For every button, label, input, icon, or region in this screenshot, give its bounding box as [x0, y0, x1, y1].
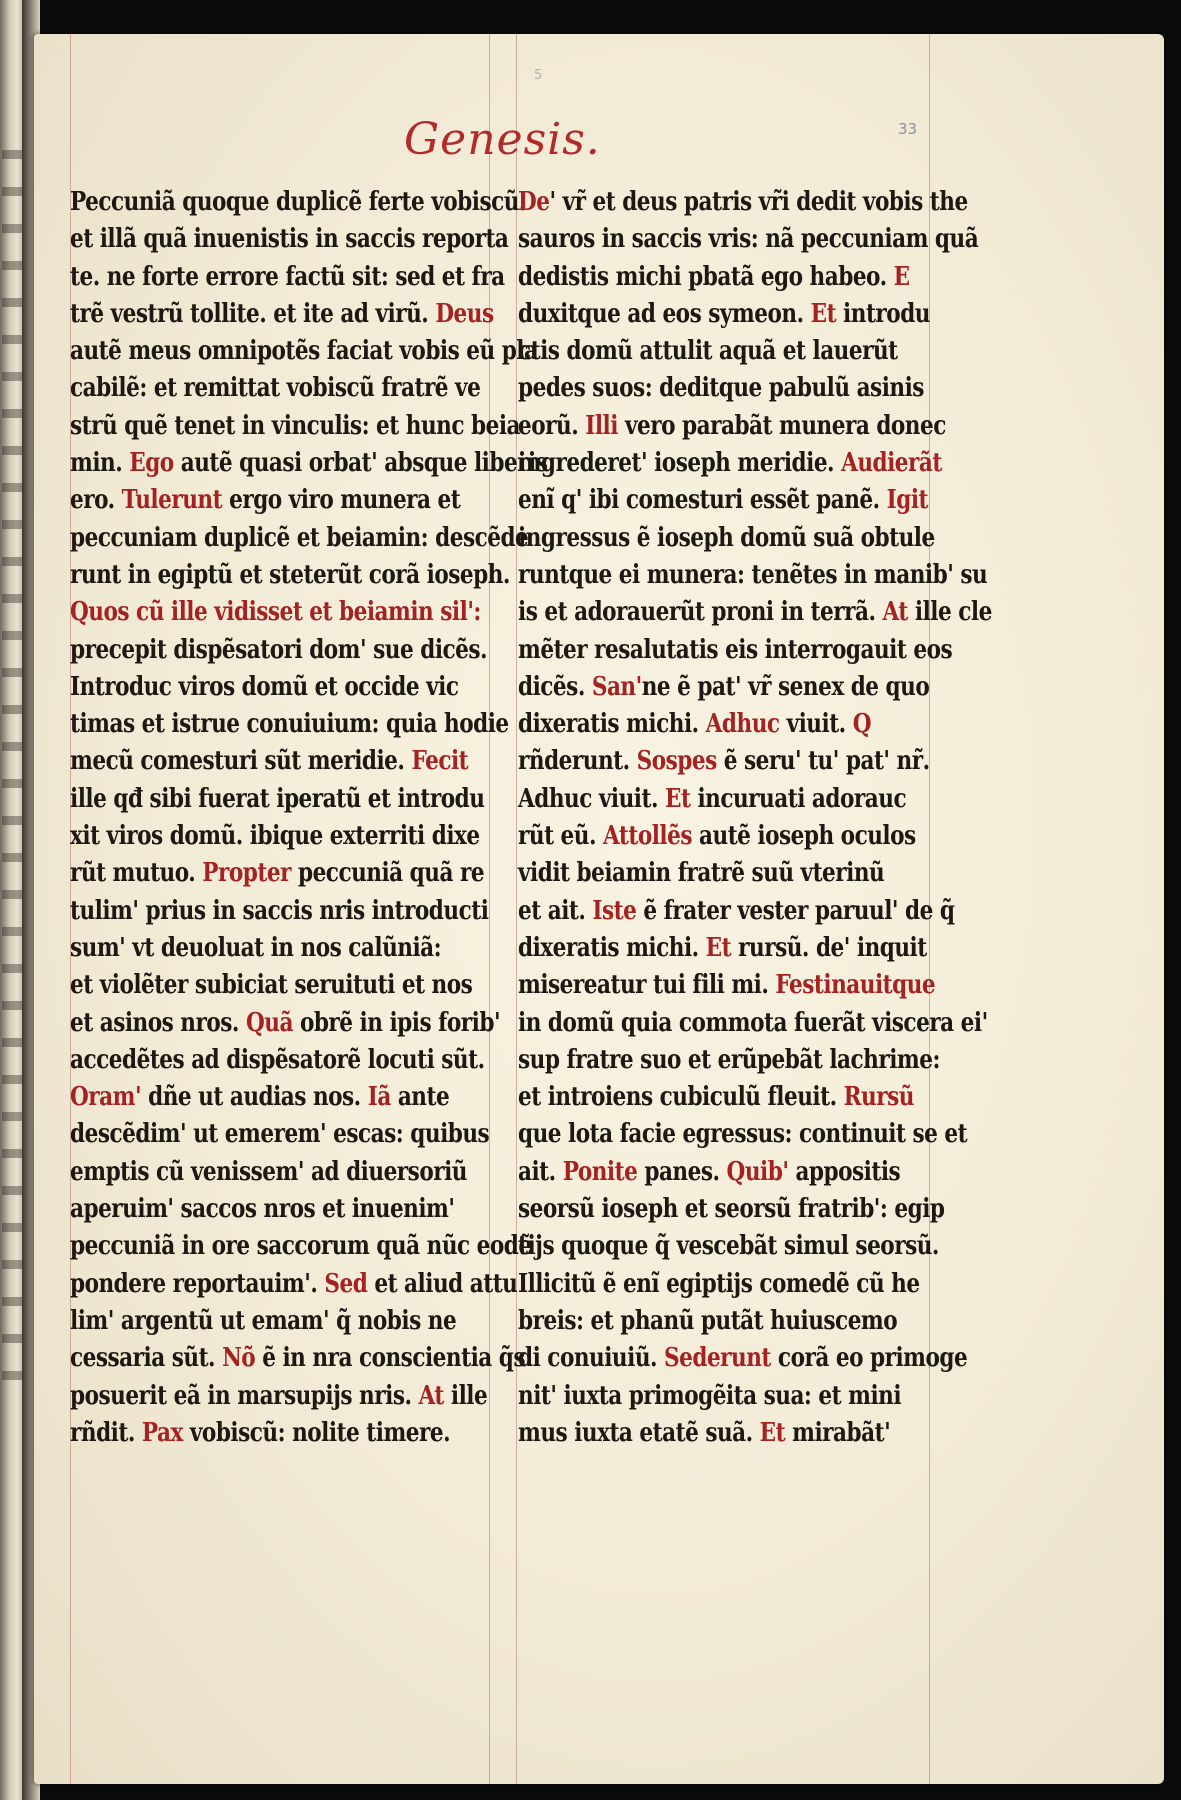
text-line: [70, 743, 469, 780]
text-segment: cessaria sũt.: [70, 1343, 223, 1374]
text-line: [518, 594, 992, 631]
text-line: [70, 781, 485, 818]
text-segment: timas et istrue conuiuium: quia hodie: [70, 709, 509, 740]
text-line: [518, 706, 872, 743]
text-line: [518, 855, 885, 892]
text-segment: sauros in saccis vris: nã peccuniam quã: [518, 224, 979, 255]
text-segment: Introduc viros domũ et occide vic: [70, 671, 459, 702]
text-line: [518, 557, 988, 594]
rubricated-text: Propter: [202, 858, 291, 889]
text-segment: eorũ.: [518, 410, 586, 441]
text-line: [70, 1079, 450, 1116]
rubricated-text: Et: [810, 298, 837, 329]
rubricated-text: Iã: [367, 1082, 391, 1113]
text-segment: autẽ ioseph oculos: [692, 821, 916, 852]
text-line: [518, 333, 898, 370]
text-segment: ' vr̃ et deus patris vr̃i dedit vobis the: [549, 187, 968, 217]
text-segment: ille cle: [907, 597, 992, 628]
text-segment: ingressus ẽ ioseph domũ suã obtule: [518, 522, 935, 553]
text-segment: cabilẽ: et remittat vobiscũ fratrẽ ve: [70, 373, 481, 404]
text-segment: rñderunt.: [518, 746, 637, 777]
text-line: [70, 221, 509, 258]
facing-page-edge: [0, 0, 24, 1800]
text-line: [518, 781, 907, 818]
text-segment: dicẽs.: [518, 671, 592, 702]
rubricated-text: De: [518, 187, 550, 217]
text-line: [70, 1154, 467, 1191]
text-segment: rũt mutuo.: [70, 858, 203, 889]
text-line: [518, 184, 968, 221]
text-line: [70, 1378, 488, 1415]
text-line: [70, 557, 510, 594]
text-segment: ero.: [70, 485, 122, 516]
text-segment: di conuiuiũ.: [518, 1343, 665, 1374]
text-segment: rursũ. de' inquit: [731, 932, 927, 963]
rubricated-text: Quos cũ ille vidisset et beiamin sil':: [70, 597, 481, 628]
text-segment: mus iuxta etatẽ suã.: [518, 1417, 760, 1448]
text-segment: que lota facie egressus: continuit se et: [518, 1119, 968, 1150]
text-segment: et asinos nros.: [70, 1007, 246, 1038]
rubricated-text: Fecit: [411, 746, 469, 777]
text-line: [70, 1042, 485, 1079]
rubricated-text: Et: [759, 1417, 786, 1448]
text-line: [518, 370, 924, 407]
text-line: [518, 1116, 968, 1153]
text-line: [518, 893, 955, 930]
rubricated-text: At: [418, 1380, 444, 1411]
text-line: [70, 594, 481, 631]
rubricated-text: Tulerunt: [121, 485, 223, 516]
rubricated-text: Q: [852, 709, 872, 740]
text-segment: obrẽ in ipis forib': [292, 1007, 501, 1038]
text-segment: incuruati adorauc: [690, 783, 907, 814]
text-segment: peccuniã quã re: [290, 858, 485, 889]
text-segment: sup fratre suo et erũpebãt lachrime:: [518, 1044, 940, 1075]
rubricated-text: Attollẽs: [603, 821, 693, 852]
text-line: [70, 370, 481, 407]
text-segment: dixeratis michi.: [518, 932, 706, 963]
text-segment: et ait.: [518, 895, 593, 926]
text-segment: nit' iuxta primogẽita sua: et mini: [518, 1380, 902, 1411]
rubricated-text: Nõ: [222, 1343, 256, 1374]
text-segment: ergo viro munera et: [222, 485, 461, 516]
text-line: [70, 1266, 518, 1303]
text-segment: lim' argentũ ut emam' q̃ nobis ne: [70, 1305, 457, 1336]
text-segment: ne ẽ pat' vr̃ senex de quo: [641, 671, 930, 702]
text-line: [518, 967, 936, 1004]
text-segment: vero parabãt munera donec: [617, 410, 946, 441]
text-segment: sum' vt deuoluat in nos calũniã:: [70, 932, 442, 963]
text-segment: runt in egiptũ et steterũt corã ioseph.: [70, 559, 510, 590]
text-segment: ingrederet' ioseph meridie.: [518, 448, 842, 479]
text-segment: ille: [443, 1380, 488, 1411]
text-segment: trẽ vestrũ tollite. et ite ad virũ.: [70, 298, 436, 329]
text-line: [70, 1228, 532, 1265]
text-segment: emptis cũ venissem' ad diuersoriũ: [70, 1156, 467, 1187]
rubricated-text: Igit: [886, 485, 929, 516]
text-line: [518, 632, 953, 669]
text-line: [70, 632, 488, 669]
text-segment: ẽ frater vester paruul' de q̃: [636, 895, 955, 926]
text-segment: vidit beiamin fratrẽ suũ vterinũ: [518, 858, 885, 889]
text-segment: pedes suos: deditque pabulũ asinis: [518, 373, 924, 404]
text-segment: strũ quẽ tenet in vinculis: et hunc beia: [70, 410, 521, 441]
text-segment: min.: [70, 448, 130, 479]
text-segment: in domũ quia commota fuerãt viscera ei': [518, 1007, 988, 1038]
text-line: [70, 967, 473, 1004]
text-line: [70, 1303, 457, 1340]
text-segment: panes.: [637, 1156, 727, 1187]
text-line: [70, 445, 548, 482]
text-segment: mirabãt': [785, 1417, 891, 1448]
text-line: [518, 1079, 914, 1116]
rubricated-text: Rursũ: [843, 1082, 914, 1113]
text-line: [70, 408, 521, 445]
text-segment: ille qđ sibi fuerat iperatũ et introdu: [70, 783, 485, 814]
text-segment: dedistis michi pbatã ego habeo.: [518, 261, 894, 292]
rubricated-text: Oram': [70, 1082, 142, 1113]
text-line: [70, 333, 538, 370]
text-segment: peccuniam duplicẽ et beiamin: descẽde: [70, 522, 529, 553]
rubricated-text: Pax: [141, 1417, 183, 1448]
text-line: [70, 669, 459, 706]
rubricated-text: Sospes: [636, 746, 717, 777]
text-line: [518, 1005, 988, 1042]
text-line: [518, 296, 930, 333]
text-line: [518, 669, 930, 706]
text-segment: rñdit.: [70, 1417, 142, 1448]
folio-number: 33: [898, 120, 918, 138]
text-segment: mẽter resalutatis eis interrogauit eos: [518, 634, 953, 665]
rubricated-text: Ego: [129, 448, 174, 479]
text-line: [70, 893, 489, 930]
text-segment: rũt eũ.: [518, 821, 604, 852]
text-segment: et violẽter subiciat seruituti et nos: [70, 970, 473, 1001]
text-line: [70, 296, 494, 333]
text-segment: vobiscũ: nolite timere.: [182, 1417, 451, 1448]
rubricated-text: Iste: [592, 895, 637, 926]
text-line: [518, 818, 916, 855]
rubricated-text: Et: [705, 932, 732, 963]
text-segment: precepit dispẽsatori dom' sue dicẽs.: [70, 634, 488, 665]
text-segment: pondere reportauim'.: [70, 1268, 325, 1299]
text-line: [70, 1005, 501, 1042]
text-line: [518, 1303, 898, 1340]
text-line: [70, 930, 442, 967]
text-line: [70, 855, 485, 892]
text-line: [518, 930, 927, 967]
text-segment: ait.: [518, 1156, 563, 1187]
text-line: [70, 1340, 526, 1377]
text-segment: Illicitũ ẽ enĩ egiptijs comedẽ cũ he: [518, 1268, 920, 1299]
rubricated-text: At: [882, 597, 908, 628]
text-segment: et illã quã inuenistis in saccis reporta: [70, 224, 509, 255]
text-line: [518, 1340, 968, 1377]
rubricated-text: Deus: [435, 298, 494, 329]
text-segment: et introiens cubiculũ fleuit.: [518, 1082, 844, 1113]
right-text-column: [518, 184, 992, 1452]
text-line: [70, 259, 505, 296]
text-segment: runtque ei munera: tenẽtes in manib' su: [518, 559, 988, 590]
text-segment: aperuim' saccos nros et inuenim': [70, 1194, 455, 1225]
running-head: Genesis.: [404, 114, 601, 165]
text-segment: ante: [390, 1082, 450, 1113]
text-segment: tulim' prius in saccis nris introducti: [70, 895, 489, 926]
text-line: [518, 408, 946, 445]
text-line: [518, 1191, 945, 1228]
text-segment: accedẽtes ad dispẽsatorẽ locuti sũt.: [70, 1044, 485, 1075]
text-segment: introdu: [836, 298, 930, 329]
text-segment: posuerit eã in marsupijs nris.: [70, 1380, 419, 1411]
rubricated-text: San': [591, 671, 642, 702]
text-segment: viuit.: [779, 709, 853, 740]
text-segment: ẽ in nra conscientia q̃s: [255, 1343, 526, 1374]
text-segment: xit viros domũ. ibique exterriti dixe: [70, 821, 480, 852]
text-segment: autẽ meus omnipotẽs faciat vobis eũ pla: [70, 336, 538, 367]
text-line: [70, 818, 480, 855]
text-line: [70, 1415, 451, 1452]
rubricated-text: E: [893, 261, 910, 292]
text-segment: breis: et phanũ putãt huiuscemo: [518, 1305, 898, 1336]
text-segment: te. ne forte errore factũ sit: sed et fra: [70, 261, 505, 292]
text-line: [518, 1266, 920, 1303]
text-line: [518, 445, 942, 482]
rubricated-text: Illi: [585, 410, 618, 441]
rubricated-text: Sed: [324, 1268, 368, 1299]
text-segment: Adhuc viuit.: [518, 783, 666, 814]
text-segment: mecũ comesturi sũt meridie.: [70, 746, 412, 777]
rubricated-text: Adhuc: [705, 709, 780, 740]
text-segment: enĩ q' ibi comesturi essẽt panẽ.: [518, 485, 887, 516]
rubricated-text: Audierãt: [841, 448, 942, 479]
text-line: [518, 1228, 939, 1265]
text-segment: tijs quoque q̃ vescebãt simul seorsũ.: [518, 1231, 939, 1262]
text-segment: et aliud attu: [367, 1268, 518, 1299]
rubricated-text: Sederunt: [664, 1343, 771, 1374]
text-segment: is et adorauerũt proni in terrã.: [518, 597, 883, 628]
text-line: [70, 1191, 455, 1228]
text-segment: corã eo primoge: [770, 1343, 968, 1374]
text-line: [518, 520, 935, 557]
text-line: [518, 482, 929, 519]
text-line: [70, 482, 461, 519]
manuscript-folio: [34, 34, 1164, 1784]
rubricated-text: Quã: [245, 1007, 293, 1038]
text-line: [518, 1378, 902, 1415]
rubricated-text: Et: [665, 783, 691, 814]
text-segment: misereatur tui fili mi.: [518, 970, 776, 1001]
text-segment: seorsũ ioseph et seorsũ fratrib': egip: [518, 1194, 945, 1225]
text-segment: ẽ seru' tu' pat' nr̃.: [716, 746, 930, 777]
rubricated-text: Festinauitque: [775, 970, 936, 1001]
text-line: [518, 221, 979, 258]
text-line: [518, 1415, 891, 1452]
text-line: [70, 706, 509, 743]
text-line: [70, 520, 529, 557]
text-line: [70, 184, 526, 221]
ruling-line: [516, 34, 517, 1784]
text-line: [518, 743, 930, 780]
text-line: [518, 1042, 940, 1079]
text-segment: descẽdim' ut emerem' escas: quibus: [70, 1119, 490, 1150]
rubricated-text: Ponite: [562, 1156, 638, 1187]
rubricated-text: Quib': [726, 1156, 789, 1187]
facing-page-text: [2, 150, 22, 1400]
text-segment: autẽ quasi orbat' absque liberis: [173, 448, 548, 479]
text-segment: appositis: [788, 1156, 901, 1187]
text-line: [518, 259, 910, 296]
text-segment: peccuniã in ore saccorum quã nũc eodẽ: [70, 1231, 532, 1262]
text-segment: ctis domũ attulit aquã et lauerũt: [518, 336, 898, 367]
text-line: [70, 1116, 490, 1153]
text-segment: Peccuniã quoque duplicẽ ferte vobiscũ.: [70, 187, 526, 217]
text-line: [518, 1154, 901, 1191]
text-segment: dixeratis michi.: [518, 709, 706, 740]
text-segment: dñe ut audias nos.: [141, 1082, 368, 1113]
text-segment: duxitque ad eos symeon.: [518, 298, 811, 329]
pencil-mark: 5: [534, 68, 543, 83]
